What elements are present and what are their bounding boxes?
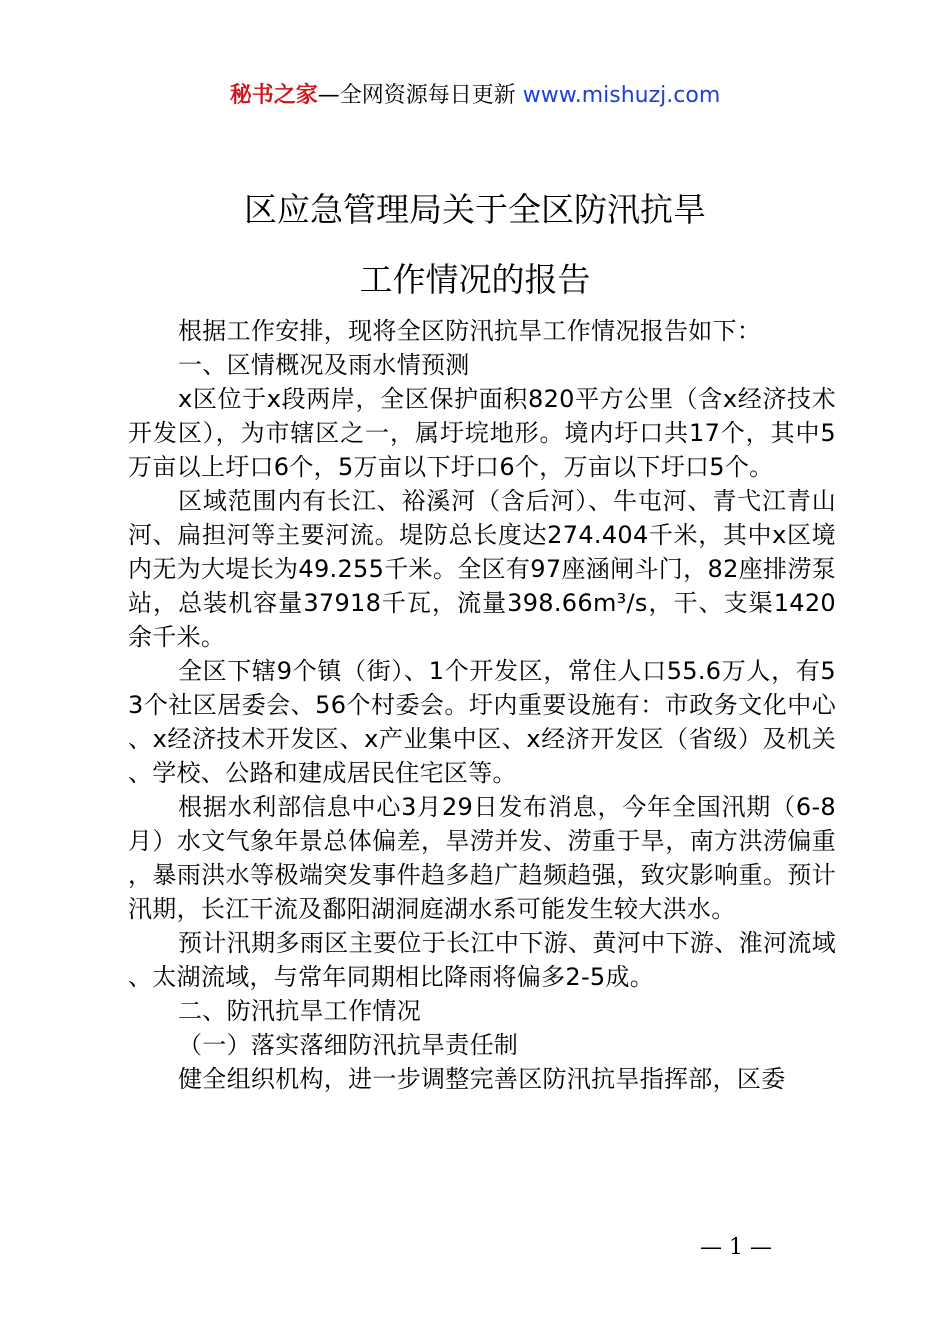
document-body (128, 314, 836, 1096)
document-title-line-2: 工作情况的报告 (359, 260, 591, 299)
page-number: — 1 — (700, 1235, 772, 1260)
document-title-line-1: 区应急管理局关于全区防汛抗旱 (244, 190, 706, 229)
paragraph-forecast: 根据水利部信息中心3月29日发布消息，今年全国汛期（6-8月）水文气象年景总体偏差，旱涝并发、涝重于旱，南方洪涝偏重，暴雨洪水等极端突发事件趋多趋广趋频趋强，致灾影响重。预计汛期，长江干流及鄱阳湖洞庭湖水系可能发生较大洪水。 (128, 793, 836, 923)
paragraph-area-overview: x区位于x段两岸，全区保护面积820平方公里（含x经济技术开发区），为市辖区之一，属圩垸地形。境内圩口共17个，其中5万亩以上圩口6个，5万亩以下圩口6个，万亩以下圩口5个。 (128, 385, 836, 481)
paragraph-population: 全区下辖9个镇（街）、1个开发区，常住人口55.6万人，有53个社区居委会、56个村委会。圩内重要设施有：市政务文化中心、x经济技术开发区、x产业集中区、x经济开发区（省级）及机关、学校、公路和建成居民住宅区等。 (128, 657, 836, 787)
paragraph-rivers: 区域范围内有长江、裕溪河（含后河）、牛屯河、青弋江青山河、扁担河等主要河流。堤防总长度达274.404千米，其中x区境内无为大堤长为49.255千米。全区有97座涵闸斗门，82座排涝泵站，总装机容量37918千瓦，流量398.66m³/s，干、支渠1420余千米。 (128, 487, 836, 651)
header-brand: 秘书之家 (229, 83, 318, 108)
section-heading-1: 一、区情概况及雨水情预测 (178, 351, 470, 379)
paragraph-rain-forecast: 预计汛期多雨区主要位于长江中下游、黄河中下游、淮河流域、太湖流域，与常年同期相比降雨将偏多2-5成。 (128, 929, 836, 991)
subsection-heading-1: （一）落实落细防汛抗旱责任制 (178, 1031, 519, 1059)
header-url[interactable]: www.mishuzj.com (522, 83, 721, 108)
section-heading-2: 二、防汛抗旱工作情况 (178, 997, 421, 1025)
paragraph-organization: 健全组织机构，进一步调整完善区防汛抗旱指挥部，区委 (178, 1065, 786, 1093)
header-tagline: —全网资源每日更新 (317, 83, 523, 108)
site-header (0, 80, 950, 112)
intro-paragraph: 根据工作安排，现将全区防汛抗旱工作情况报告如下： (178, 317, 762, 345)
